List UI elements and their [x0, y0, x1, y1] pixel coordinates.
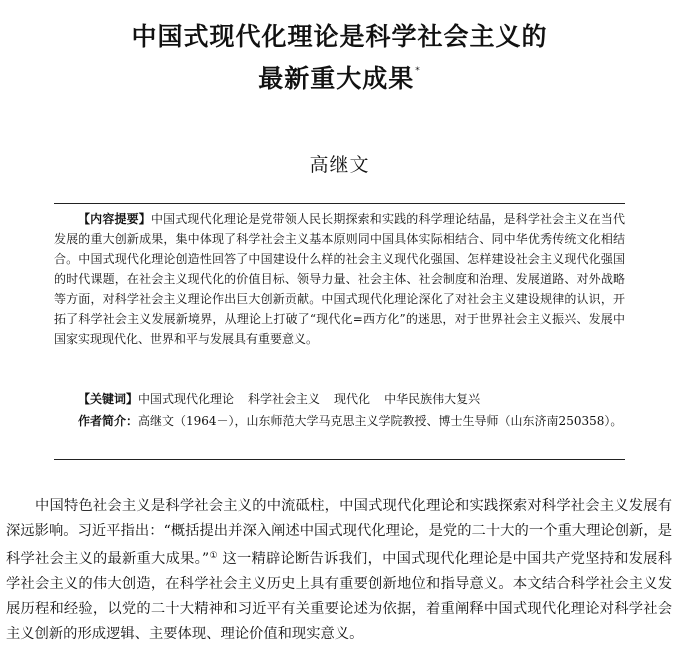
body-paragraph — [6, 494, 672, 647]
author-intro-line — [54, 411, 625, 432]
keywords-label: 【关键词】 — [78, 392, 139, 406]
abstract-label: 【内容提要】 — [78, 212, 151, 226]
paper-title-line2-text: 最新重大成果 — [258, 64, 415, 93]
body-text-part1: 中国特色社会主义是科学社会主义的中流砥柱，中国式现代化理论和实践探索对科学社会主义发展有深远影响。习近平指出：“概括提出并深入阐述中国式现代化理论，是党的二十大的一个重大理论创新，是科学社会主义的最新重大成果。” — [6, 498, 672, 567]
keyword: 现代化 — [334, 392, 371, 406]
body-footnote-mark[interactable]: ① — [209, 551, 218, 561]
keyword: 科学社会主义 — [248, 392, 321, 406]
abstract-bottom-rule — [54, 459, 625, 460]
paper-title-line2 — [0, 59, 679, 95]
title-footnote-mark[interactable]: * — [415, 66, 421, 76]
paper-title-line1: 中国式现代化理论是科学社会主义的 — [131, 22, 548, 51]
body-text-part2: 这一精辟论断告诉我们，中国式现代化理论是中国共产党坚持和发展科学社会主义的伟大创造，在科学社会主义历史上具有重要创新地位和指导意义。本文结合科学社会主义发展历程和经验，以党的二十大精神和习近平有关重要论述为依据，着重阐释中国式现代化理论对科学社会主义创新的形成逻辑、主要体现、理论价值和现实意义。 — [6, 551, 672, 642]
abstract-text: 中国式现代化理论是党带领人民长期探索和实践的科学理论结晶，是科学社会主义在当代发展的重大创新成果，集中体现了科学社会主义基本原则同中国具体实际相结合、同中华优秀传统文化相结合。中国式现代化理论创造性回答了中国建设什么样的社会主义现代化强国、怎样建设社会主义现代化强国的时代课题，在社会主义现代化的价值目标、领导力量、社会主体、社会制度和治理、发展道路、对外战略等方面，对科学社会主义理论作出巨大创新贡献。中国式现代化理论深化了对社会主义建设规律的认识，开拓了科学社会主义发展新境界，从理论上打破了“现代化=西方化”的迷思，对于世界社会主义振兴、发展中国家实现现代化、世界和平与发展具有重要意义。 — [54, 212, 625, 346]
abstract-top-rule — [54, 203, 625, 204]
abstract-paragraph — [54, 209, 625, 349]
author-intro-text: 高继文（1964－），山东师范大学马克思主义学院教授、博士生导师（山东济南250358）。 — [138, 414, 623, 428]
keyword: 中国式现代化理论 — [138, 392, 235, 406]
keyword: 中华民族伟大复兴 — [384, 392, 481, 406]
author-name: 高继文 — [309, 154, 370, 176]
keywords-line — [54, 389, 625, 409]
author-intro-label: 作者简介： — [78, 414, 139, 428]
